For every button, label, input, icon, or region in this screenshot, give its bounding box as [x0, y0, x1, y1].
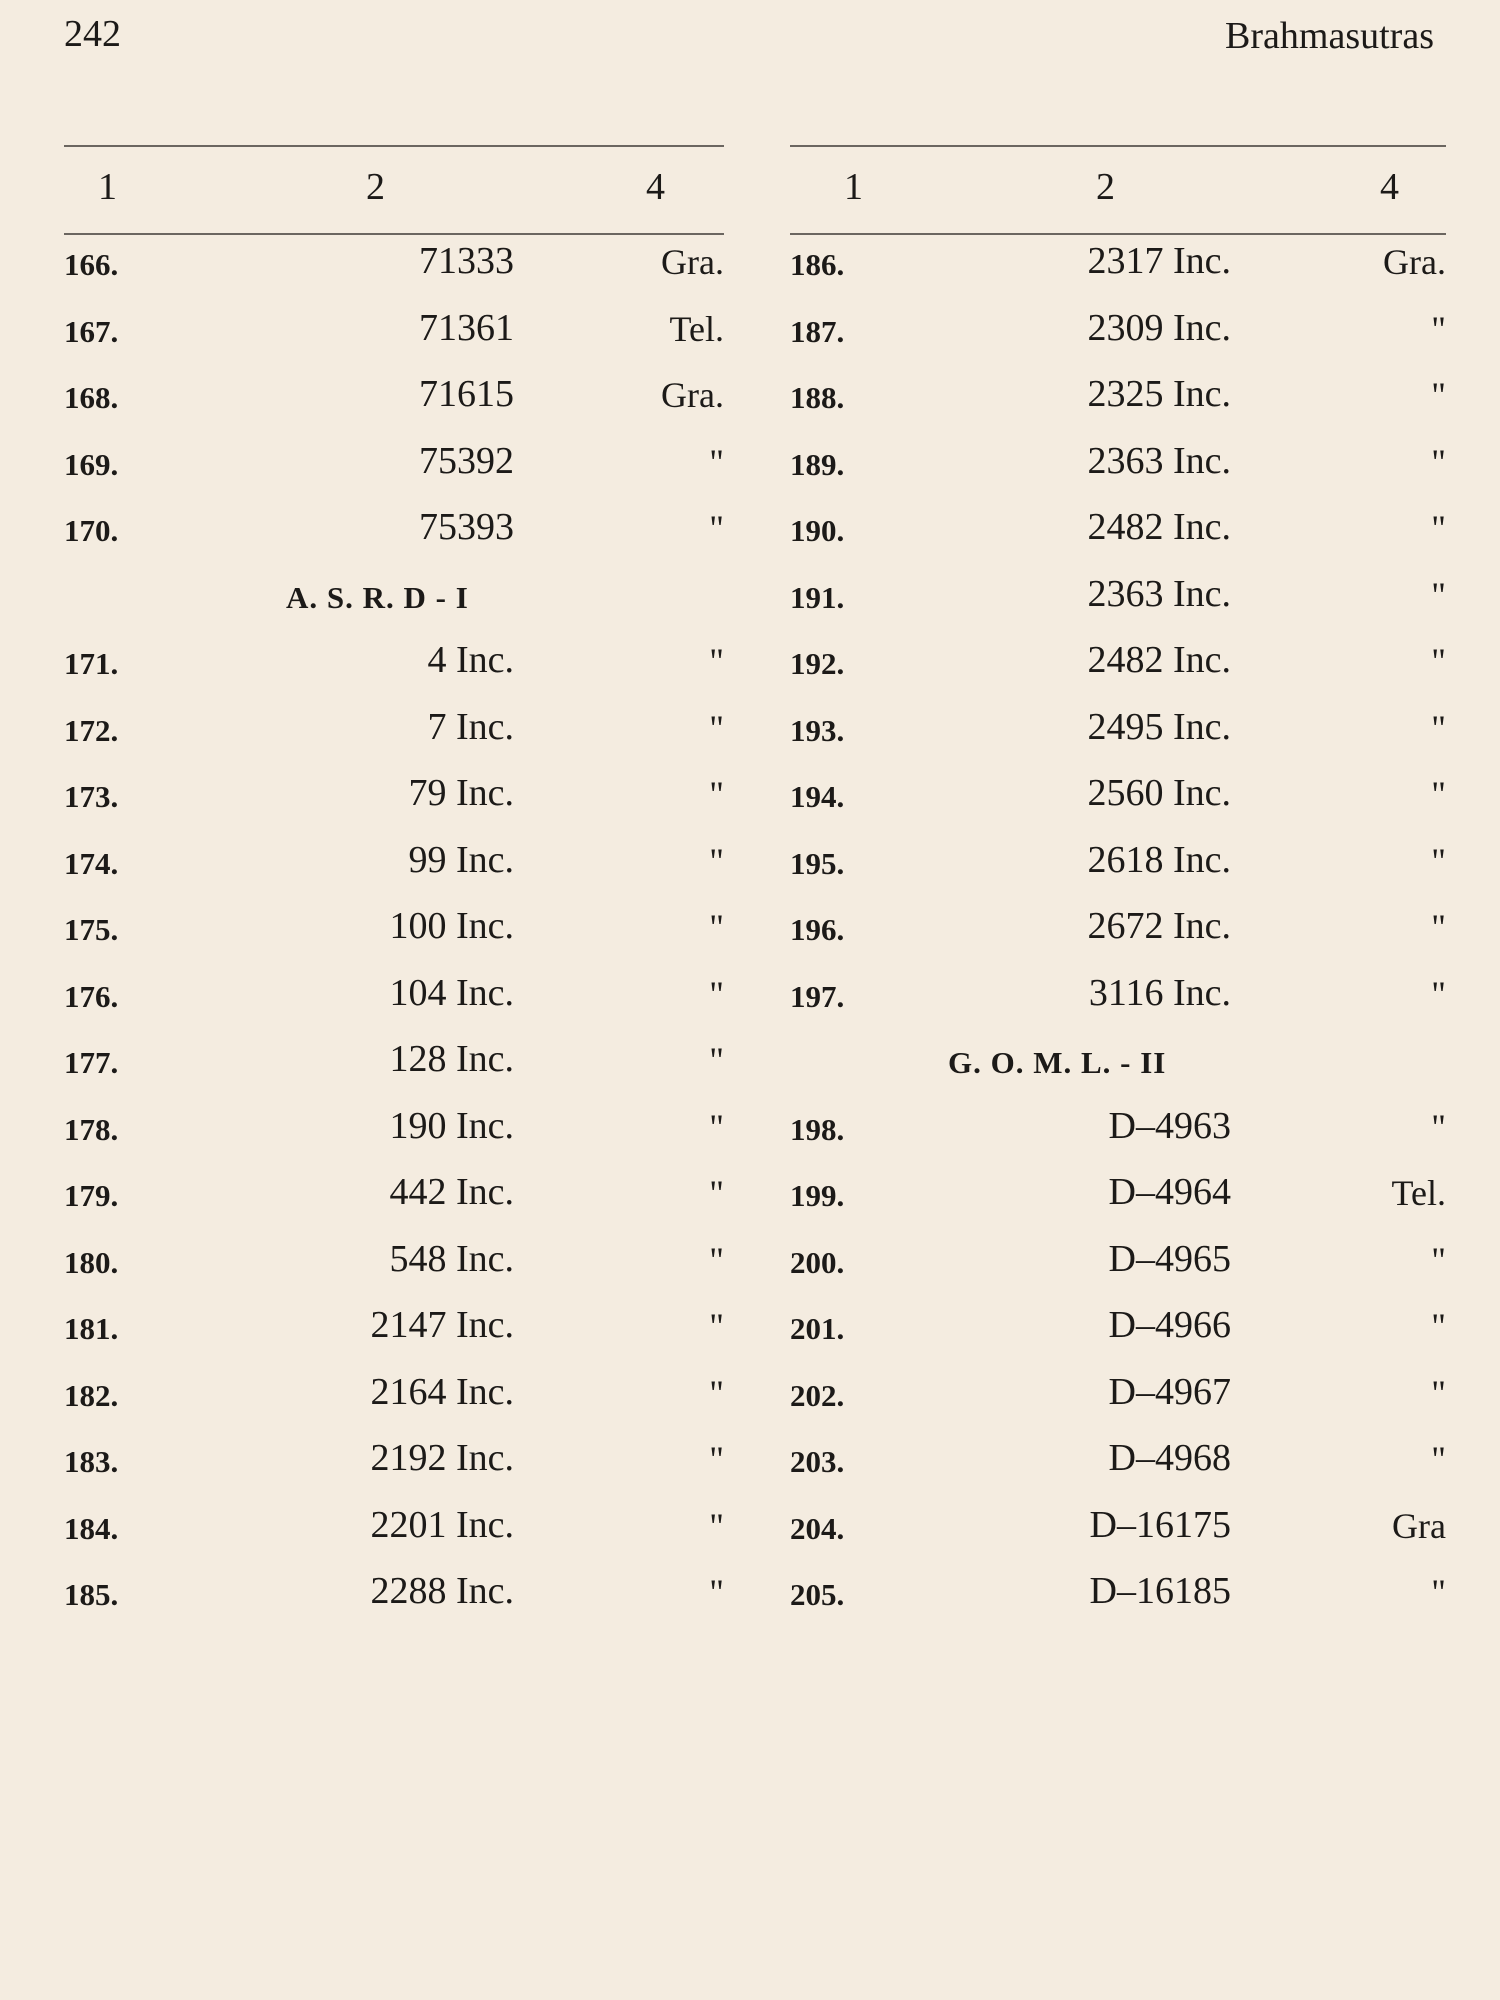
manuscript-number: 3116 Inc. — [1088, 971, 1231, 1014]
table-row — [790, 822, 1446, 882]
script: " — [709, 1239, 724, 1280]
manuscript-number: 2325 Inc. — [1087, 373, 1231, 415]
serial-number: 173. — [64, 779, 119, 814]
table-row — [790, 955, 1446, 1015]
manuscript-number: 104 Inc. — [389, 971, 514, 1014]
table-row — [790, 1221, 1446, 1281]
script: " — [709, 1306, 724, 1346]
running-title: Brahmasutras — [1225, 15, 1434, 57]
manuscript-number: 442 Inc. — [389, 1171, 514, 1213]
serial-number: 179. — [64, 1178, 119, 1213]
serial-number: 170. — [64, 513, 119, 548]
table-row — [64, 1221, 724, 1281]
table-row — [790, 689, 1446, 749]
serial-number: 200. — [790, 1244, 845, 1280]
script: " — [1431, 508, 1446, 548]
serial-number: 184. — [64, 1510, 119, 1546]
serial-number: 169. — [64, 446, 119, 482]
serial-number: 194. — [790, 779, 845, 814]
serial-number: 197. — [790, 978, 845, 1014]
column-header-serial: 1 — [844, 166, 863, 208]
table-row — [64, 1553, 724, 1613]
manuscript-number: 190 Inc. — [389, 1104, 514, 1147]
page-number: 242 — [64, 13, 121, 55]
left-column-table — [64, 145, 724, 2000]
script: Tel. — [669, 308, 724, 349]
column-header-serial: 1 — [98, 166, 117, 208]
serial-number: 167. — [64, 313, 119, 349]
serial-number: 182. — [64, 1377, 119, 1413]
column-header-number: 2 — [1096, 166, 1115, 208]
manuscript-number: 2560 Inc. — [1087, 772, 1231, 814]
script: Gra. — [661, 375, 724, 415]
table-row — [790, 356, 1446, 416]
serial-number: 189. — [790, 446, 845, 482]
serial-number: 193. — [790, 712, 845, 748]
script: " — [1431, 441, 1446, 482]
table-row — [64, 423, 724, 483]
script: " — [1431, 707, 1446, 748]
table-row — [790, 1553, 1446, 1613]
script: " — [709, 707, 724, 748]
serial-number: 177. — [64, 1045, 119, 1080]
manuscript-number: 2288 Inc. — [370, 1570, 514, 1612]
script: " — [1431, 1106, 1446, 1147]
table-row — [64, 1154, 724, 1214]
script: " — [709, 1040, 724, 1080]
serial-number: 203. — [790, 1444, 845, 1479]
serial-number: 178. — [64, 1111, 119, 1147]
manuscript-number: D–16175 — [1089, 1503, 1231, 1546]
table-row — [64, 1287, 724, 1347]
manuscript-number: 2672 Inc. — [1087, 905, 1231, 947]
serial-number: 202. — [790, 1377, 845, 1413]
manuscript-number: 2147 Inc. — [370, 1304, 514, 1346]
table-row — [64, 1354, 724, 1414]
section-heading-row — [790, 1021, 1446, 1081]
manuscript-number: 2164 Inc. — [370, 1370, 514, 1413]
table-row — [790, 556, 1446, 616]
manuscript-number: 100 Inc. — [389, 905, 514, 947]
script: " — [1431, 1239, 1446, 1280]
manuscript-number: 2309 Inc. — [1087, 306, 1231, 349]
serial-number: 172. — [64, 712, 119, 748]
manuscript-number: 2482 Inc. — [1087, 506, 1231, 548]
script: " — [1431, 774, 1446, 814]
manuscript-number: 2363 Inc. — [1087, 572, 1231, 615]
script: " — [1431, 973, 1446, 1014]
table-row — [64, 622, 724, 682]
table-row — [64, 1487, 724, 1547]
right-column-table — [790, 145, 1446, 2000]
table-row — [64, 955, 724, 1015]
serial-number: 185. — [64, 1577, 119, 1612]
script: " — [1431, 840, 1446, 881]
script: Gra — [1392, 1505, 1446, 1546]
manuscript-number: 7 Inc. — [427, 705, 514, 748]
table-row — [64, 689, 724, 749]
table-row — [790, 1088, 1446, 1148]
table-row — [790, 1487, 1446, 1547]
script: " — [709, 907, 724, 947]
script: " — [1431, 1572, 1446, 1612]
table-row — [64, 223, 724, 283]
serial-number: 199. — [790, 1178, 845, 1213]
serial-number: 181. — [64, 1311, 119, 1346]
column-header-script: 4 — [646, 166, 665, 208]
column-header-script: 4 — [1380, 166, 1399, 208]
manuscript-number: 71615 — [419, 373, 514, 415]
table-row — [64, 290, 724, 350]
table-row — [64, 356, 724, 416]
manuscript-number: 2482 Inc. — [1087, 639, 1231, 681]
table-rule-top — [790, 145, 1446, 147]
serial-number: 174. — [64, 845, 119, 881]
serial-number: 198. — [790, 1111, 845, 1147]
manuscript-number: 128 Inc. — [389, 1038, 514, 1080]
serial-number: 186. — [790, 247, 845, 282]
script: Gra. — [1383, 242, 1446, 282]
manuscript-number: 2618 Inc. — [1087, 838, 1231, 881]
script: " — [1431, 907, 1446, 947]
script: " — [709, 1106, 724, 1147]
manuscript-number: 2495 Inc. — [1087, 705, 1231, 748]
manuscript-number: 71361 — [419, 306, 514, 349]
table-row — [790, 1154, 1446, 1214]
serial-number: 190. — [790, 513, 845, 548]
script: " — [709, 1173, 724, 1213]
serial-number: 180. — [64, 1244, 119, 1280]
manuscript-number: 2201 Inc. — [370, 1503, 514, 1546]
manuscript-number: D–4963 — [1108, 1104, 1231, 1147]
script: " — [709, 1572, 724, 1612]
manuscript-number: D–4966 — [1108, 1304, 1231, 1346]
script: " — [709, 641, 724, 681]
serial-number: 176. — [64, 978, 119, 1014]
manuscript-number: 2192 Inc. — [370, 1437, 514, 1479]
serial-number: 201. — [790, 1311, 845, 1346]
serial-number: 187. — [790, 313, 845, 349]
table-row — [790, 223, 1446, 283]
script: " — [1431, 574, 1446, 615]
manuscript-number: 75392 — [419, 439, 514, 482]
script: " — [709, 441, 724, 482]
serial-number: 196. — [790, 912, 845, 947]
serial-number: 171. — [64, 646, 119, 681]
manuscript-number: 71333 — [419, 240, 514, 282]
table-row — [790, 1287, 1446, 1347]
table-rule-top — [64, 145, 724, 147]
script: " — [709, 1505, 724, 1546]
script: Gra. — [661, 242, 724, 282]
manuscript-number: 79 Inc. — [408, 772, 514, 814]
section-heading-row — [64, 556, 724, 616]
manuscript-number: D–4965 — [1108, 1237, 1231, 1280]
manuscript-number: 548 Inc. — [389, 1237, 514, 1280]
serial-number: 192. — [790, 646, 845, 681]
column-header-number: 2 — [366, 166, 385, 208]
section-heading: G. O. M. L. - II — [948, 1045, 1167, 1080]
manuscript-number: D–4968 — [1108, 1437, 1231, 1479]
manuscript-number: 99 Inc. — [408, 838, 514, 881]
section-heading: A. S. R. D - I — [286, 579, 469, 615]
script: Tel. — [1391, 1173, 1446, 1213]
serial-number: 166. — [64, 247, 119, 282]
script: " — [709, 1439, 724, 1479]
script: " — [709, 840, 724, 881]
manuscript-number: D–4964 — [1108, 1171, 1231, 1213]
serial-number: 191. — [790, 579, 845, 615]
script: " — [1431, 1372, 1446, 1413]
table-row — [64, 1420, 724, 1480]
table-row — [790, 755, 1446, 815]
table-row — [790, 888, 1446, 948]
serial-number: 195. — [790, 845, 845, 881]
table-row — [64, 1088, 724, 1148]
serial-number: 205. — [790, 1577, 845, 1612]
serial-number: 188. — [790, 380, 845, 415]
table-row — [790, 423, 1446, 483]
table-row — [790, 1420, 1446, 1480]
script: " — [1431, 375, 1446, 415]
serial-number: 168. — [64, 380, 119, 415]
manuscript-number: D–4967 — [1108, 1370, 1231, 1413]
script: " — [1431, 641, 1446, 681]
table-row — [790, 489, 1446, 549]
table-row — [790, 1354, 1446, 1414]
table-row — [790, 290, 1446, 350]
table-row — [64, 888, 724, 948]
manuscript-number: D–16185 — [1089, 1570, 1231, 1612]
script: " — [709, 774, 724, 814]
script: " — [709, 1372, 724, 1413]
script: " — [1431, 1306, 1446, 1346]
table-row — [64, 1021, 724, 1081]
serial-number: 183. — [64, 1444, 119, 1479]
manuscript-number: 4 Inc. — [427, 639, 514, 681]
table-row — [790, 622, 1446, 682]
script: " — [1431, 308, 1446, 349]
manuscript-number: 75393 — [419, 506, 514, 548]
serial-number: 175. — [64, 912, 119, 947]
table-row — [64, 755, 724, 815]
table-row — [64, 822, 724, 882]
table-row — [64, 489, 724, 549]
serial-number: 204. — [790, 1510, 845, 1546]
script: " — [1431, 1439, 1446, 1479]
manuscript-number: 2317 Inc. — [1087, 240, 1231, 282]
manuscript-number: 2363 Inc. — [1087, 439, 1231, 482]
script: " — [709, 973, 724, 1014]
script: " — [709, 508, 724, 548]
